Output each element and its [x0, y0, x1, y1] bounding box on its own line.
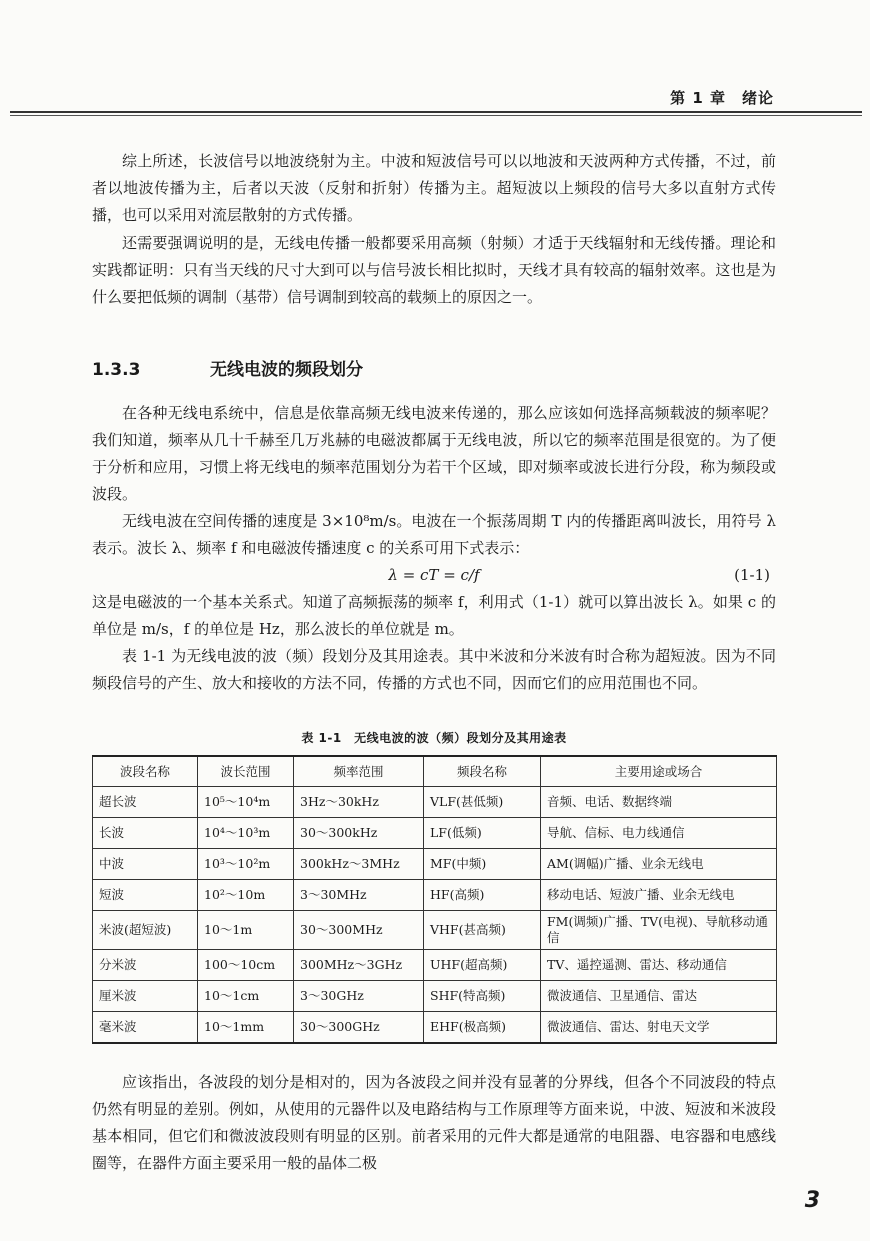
- equation-number: (1-1): [734, 566, 770, 584]
- table-cell: 微波通信、雷达、射电天文学: [541, 1012, 777, 1044]
- section-number: 1.3.3: [92, 360, 141, 380]
- table-cell: 超长波: [93, 787, 198, 818]
- table-row: [93, 818, 777, 849]
- table-cell: MF(中频): [424, 849, 541, 880]
- table-row: [93, 981, 777, 1012]
- table-cell: 分米波: [93, 950, 198, 981]
- table-cell: AM(调幅)广播、业余无线电: [541, 849, 777, 880]
- paragraph-3: 在各种无线电系统中，信息是依靠高频无线电波来传递的，那么应该如何选择高频载波的频率呢？我们知道，频率从几十千赫至几万兆赫的电磁波都属于无线电波，所以它的频率范围是很宽的。为了便于分析和应用，习惯上将无线电的频率范围划分为若干个区域，即对频率或波长进行分段，称为频段或波段。: [92, 404, 776, 503]
- section-title: 无线电波的频段划分: [210, 360, 363, 380]
- equation-expression: λ = cT = c/f: [388, 566, 480, 584]
- paragraph-1: 综上所述，长波信号以地波绕射为主。中波和短波信号可以以地波和天波两种方式传播，不过，前者以地波传播为主，后者以天波（反射和折射）传播为主。超短波以上频段的信号大多以直射方式传播，也可以采用对流层散射的方式传播。: [92, 152, 776, 224]
- table-header-cell: 频段名称: [424, 756, 541, 787]
- paragraph-7: 应该指出，各波段的划分是相对的，因为各波段之间并没有显著的分界线，但各个不同波段的特点仍然有明显的差别。例如，从使用的元器件以及电路结构与工作原理等方面来说，中波、短波和米波段基本相同，但它们和微波波段则有明显的区别。前者采用的元件大都是通常的电阻器、电容器和电感线圈等，在器件方面主要采用一般的晶体二极: [92, 1073, 776, 1172]
- table-header-cell: 波长范围: [198, 756, 294, 787]
- table-row: [93, 787, 777, 818]
- table-cell: 导航、信标、电力线通信: [541, 818, 777, 849]
- table-cell: 音频、电话、数据终端: [541, 787, 777, 818]
- table-cell: 10～1mm: [198, 1012, 294, 1044]
- table-cell: 微波通信、卫星通信、雷达: [541, 981, 777, 1012]
- table-row: [93, 880, 777, 911]
- table-cell: UHF(超高频): [424, 950, 541, 981]
- table-header-row: [93, 756, 777, 787]
- table-cell: 中波: [93, 849, 198, 880]
- section-heading: [92, 355, 363, 380]
- table-header-cell: 频率范围: [294, 756, 424, 787]
- table-header-cell: 主要用途或场合: [541, 756, 777, 787]
- table-cell: TV、遥控遥测、雷达、移动通信: [541, 950, 777, 981]
- table-cell: 30～300GHz: [294, 1012, 424, 1044]
- table-cell: FM(调频)广播、TV(电视)、导航移动通信: [541, 911, 777, 950]
- table-cell: 米波(超短波): [93, 911, 198, 950]
- table-cell: 10⁴～10³m: [198, 818, 294, 849]
- equation-1-1: [92, 562, 776, 589]
- paragraph-2: 还需要强调说明的是，无线电传播一般都要采用高频（射频）才适于天线辐射和无线传播。理论和实践都证明：只有当天线的尺寸大到可以与信号波长相比拟时，天线才具有较高的辐射效率。这也是为什么要把低频的调制（基带）信号调制到较高的载频上的原因之一。: [92, 234, 776, 306]
- table-cell: 3～30MHz: [294, 880, 424, 911]
- paragraph-4: 无线电波在空间传播的速度是 3×10⁸m/s。电波在一个振荡周期 T 内的传播距离叫波长，用符号 λ 表示。波长 λ、频率 f 和电磁波传播速度 c 的关系可用下式表示：: [92, 512, 776, 557]
- table-row: [93, 911, 777, 950]
- table-cell: 3～30GHz: [294, 981, 424, 1012]
- table-cell: 300MHz～3GHz: [294, 950, 424, 981]
- table-cell: 3Hz～30kHz: [294, 787, 424, 818]
- table-cell: 10⁵～10⁴m: [198, 787, 294, 818]
- table-cell: SHF(特高频): [424, 981, 541, 1012]
- header-rule-thick: [10, 111, 862, 113]
- table-row: [93, 1012, 777, 1044]
- chapter-header: 第 1 章 绪论: [670, 89, 774, 107]
- header-rule-thin: [10, 115, 862, 116]
- table-cell: 100～10cm: [198, 950, 294, 981]
- table-cell: 毫米波: [93, 1012, 198, 1044]
- table-cell: 30～300MHz: [294, 911, 424, 950]
- table-cell: VLF(甚低频): [424, 787, 541, 818]
- table-cell: LF(低频): [424, 818, 541, 849]
- frequency-band-table: [92, 755, 777, 1044]
- table-cell: 10²～10m: [198, 880, 294, 911]
- table-cell: 10～1m: [198, 911, 294, 950]
- table-cell: EHF(极高频): [424, 1012, 541, 1044]
- table-cell: 10～1cm: [198, 981, 294, 1012]
- table-cell: 300kHz～3MHz: [294, 849, 424, 880]
- table-cell: 短波: [93, 880, 198, 911]
- paragraph-6: 表 1-1 为无线电波的波（频）段划分及其用途表。其中米波和分米波有时合称为超短波。因为不同频段信号的产生、放大和接收的方法不同，传播的方式也不同，因而它们的应用范围也不同。: [92, 647, 776, 692]
- table-cell: 长波: [93, 818, 198, 849]
- paragraph-5: 这是电磁波的一个基本关系式。知道了高频振荡的频率 f，利用式（1-1）就可以算出波长 λ。如果 c 的单位是 m/s，f 的单位是 Hz，那么波长的单位就是 m。: [92, 593, 776, 638]
- table-cell: VHF(甚高频): [424, 911, 541, 950]
- page-number: 3: [804, 1188, 820, 1213]
- table-cell: 30～300kHz: [294, 818, 424, 849]
- table-row: [93, 849, 777, 880]
- table-cell: 厘米波: [93, 981, 198, 1012]
- table-cell: HF(高频): [424, 880, 541, 911]
- table-header-cell: 波段名称: [93, 756, 198, 787]
- table-caption: 表 1-1 无线电波的波（频）段划分及其用途表: [301, 731, 567, 745]
- table-cell: 10³～10²m: [198, 849, 294, 880]
- table-row: [93, 950, 777, 981]
- table-cell: 移动电话、短波广播、业余无线电: [541, 880, 777, 911]
